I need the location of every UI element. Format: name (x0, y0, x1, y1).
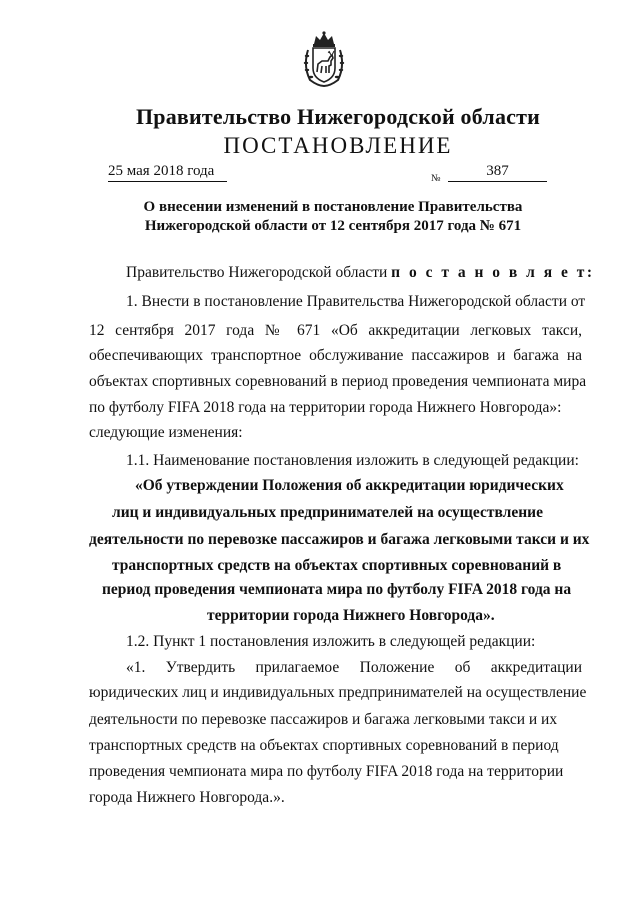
quoted-title-line: лиц и индивидуальных предпринимателей на осуществление (112, 504, 543, 521)
paragraph-line: города Нижнего Новгорода.». (89, 789, 285, 806)
paragraph-line: объектах спортивных соревнований в период проведения чемпионата мира (89, 373, 587, 390)
paragraph-line: деятельности по перевозке пассажиров и багажа легковыми такси и их (89, 711, 558, 728)
quoted-title-line: «Об утверждении Положения об аккредитации юридических (135, 477, 564, 494)
document-type: ПОСТАНОВЛЕНИЕ (223, 133, 453, 158)
subject-line: О внесении изменений в постановление Правительства (143, 199, 523, 215)
paragraph-line: «1. Утвердить прилагаемое Положение об аккредитации (126, 659, 582, 676)
quoted-title-line: период проведения чемпионата мира по футболу FIFA 2018 года на (102, 581, 572, 598)
paragraph-line: 1.2. Пункт 1 постановления изложить в следующей редакции: (126, 633, 536, 650)
intro-verb: п о с т а н о в л я е т: (391, 264, 595, 281)
paragraph-line: 1.1. Наименование постановления изложить в следующей редакции: (126, 452, 579, 469)
number-sign: № (431, 173, 441, 184)
document-date: 25 мая 2018 года (108, 163, 227, 182)
paragraph-line: транспортных средств на объектах спортивных соревнований в период (89, 737, 559, 754)
paragraph-line: следующие изменения: (89, 424, 243, 441)
paragraph-line: юридических лиц и индивидуальных предпринимателей на осуществление (89, 684, 587, 701)
paragraph-line: по футболу FIFA 2018 года на территории города Нижнего Новгорода»: (89, 399, 562, 416)
paragraph-line: 12 сентября 2017 года № 671 «Об аккредитации легковых такси, (89, 322, 582, 339)
quoted-title-line: деятельности по перевозке пассажиров и багажа легковыми такси и их (89, 531, 590, 548)
quoted-title-line: территории города Нижнего Новгорода». (207, 607, 495, 624)
coat-of-arms-icon (302, 30, 346, 88)
government-title: Правительство Нижегородской области (135, 104, 540, 129)
document-subject (98, 198, 568, 236)
document-number: 387 (448, 163, 547, 182)
intro-line (126, 263, 595, 283)
subject-line: Нижегородской области от 12 сентября 2017 года № 671 (144, 218, 522, 234)
intro-text: Правительство Нижегородской области (126, 264, 392, 281)
paragraph-line: обеспечивающих транспортное обслуживание пассажиров и багажа на (89, 347, 582, 364)
quoted-title-line: транспортных средств на объектах спортивных соревнований в (112, 557, 562, 574)
paragraph-line: проведения чемпионата мира по футболу FIFA 2018 года на территории (89, 763, 564, 780)
paragraph-line: 1. Внести в постановление Правительства Нижегородской области от (126, 293, 586, 310)
